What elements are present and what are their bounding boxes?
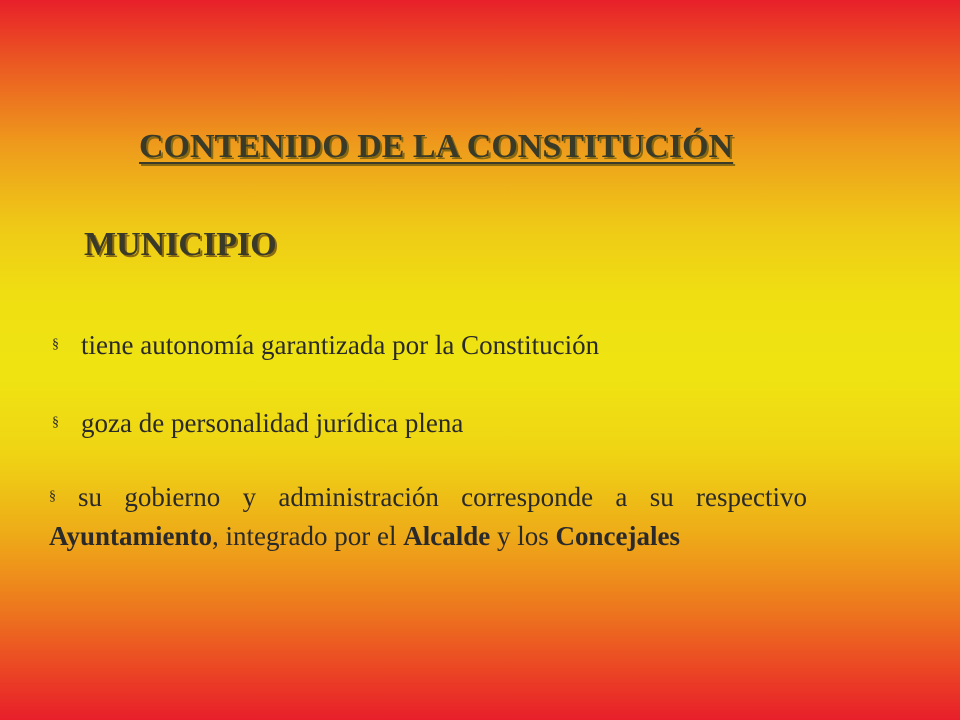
term-alcalde: Alcalde (403, 521, 491, 552)
slide-title: CONTENIDO DE LA CONSTITUCIÓN (139, 128, 734, 165)
bullet-text: goza de personalidad jurídica plena (81, 408, 464, 438)
paragraph-text-1: su gobierno y administración corresponde a su respectivo (78, 482, 807, 512)
term-ayuntamiento: Ayuntamiento (49, 521, 213, 552)
slide-subtitle: MUNICIPIO (84, 226, 277, 263)
bullet-item-autonomia (52, 330, 599, 361)
bullet-item-gobierno (49, 479, 807, 555)
term-concejales: Concejales (555, 521, 680, 552)
bullet-item-personalidad (52, 408, 463, 439)
square-bullet-icon: § (49, 489, 56, 505)
square-bullet-icon: § (52, 414, 59, 430)
paragraph-text-2: , integrado por el (212, 521, 404, 552)
square-bullet-icon: § (52, 336, 59, 352)
paragraph-text-3: y los (490, 521, 556, 552)
bullet-text: tiene autonomía garantizada por la Constitución (81, 330, 600, 360)
